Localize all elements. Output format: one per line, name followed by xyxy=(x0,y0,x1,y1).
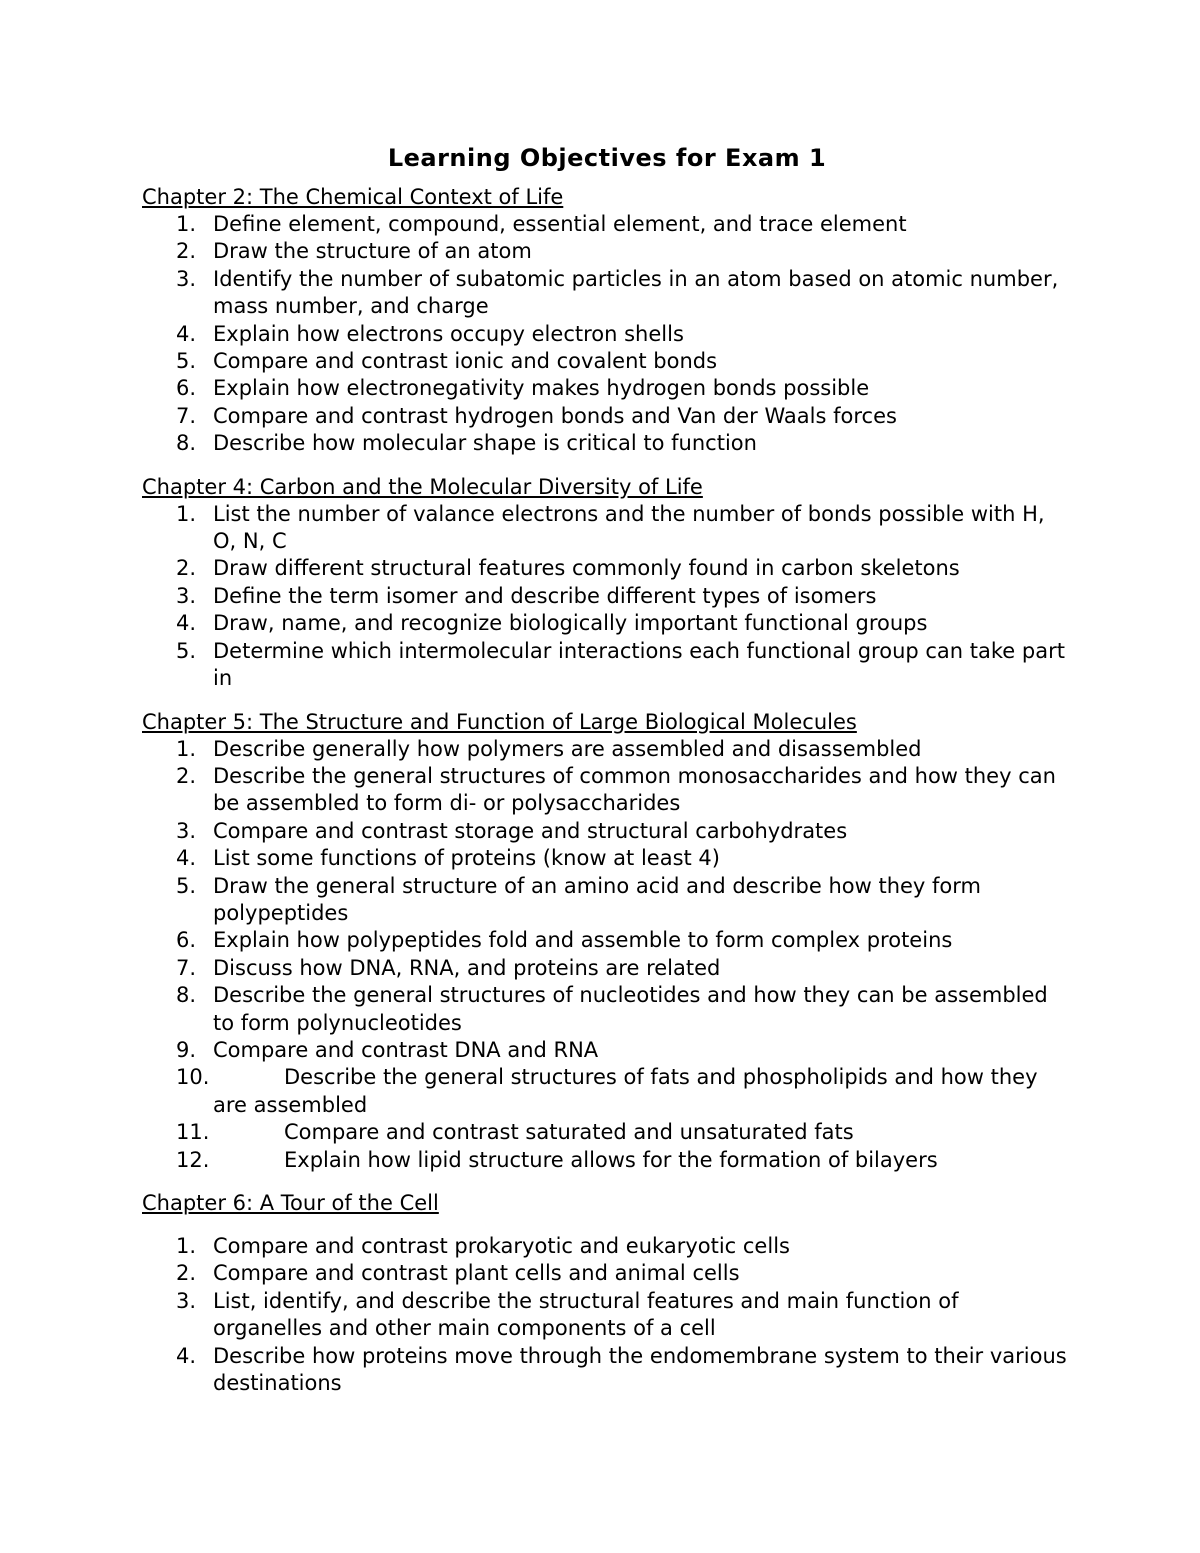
list-item xyxy=(142,501,1072,556)
list-item xyxy=(142,1343,1072,1398)
item-number: 11. xyxy=(176,1120,210,1145)
item-text: Explain how electronegativity makes hydrogen bonds possible xyxy=(213,376,870,401)
item-number: 7. xyxy=(176,955,197,980)
chapter-heading: Chapter 4: Carbon and the Molecular Diversity of Life xyxy=(142,474,703,499)
item-number: 8. xyxy=(176,983,197,1008)
document-page xyxy=(142,140,1072,1397)
item-number: 4. xyxy=(176,611,197,636)
item-text: Explain how electrons occupy electron shells xyxy=(213,321,684,346)
list-item xyxy=(142,583,1072,610)
item-text: Define element, compound, essential element, and trace element xyxy=(213,212,907,236)
objective-list xyxy=(142,211,1072,458)
list-item xyxy=(142,238,1072,265)
list-item xyxy=(142,1260,1072,1287)
item-text: List the number of valance electrons and the number of bonds possible with H, O, N, C xyxy=(213,501,1045,554)
item-number: 8. xyxy=(176,431,197,456)
list-item xyxy=(142,403,1072,430)
item-number: 6. xyxy=(176,928,197,953)
chapter-heading: Chapter 5: The Structure and Function of Large Biological Molecules xyxy=(142,709,857,734)
list-item xyxy=(142,211,1072,238)
item-number: 7. xyxy=(176,403,197,428)
list-item xyxy=(142,1064,1072,1119)
list-item xyxy=(142,638,1072,693)
item-number: 1. xyxy=(176,501,197,526)
title-container xyxy=(142,140,1072,176)
item-text: Explain how polypeptides fold and assemble to form complex proteins xyxy=(213,928,953,953)
item-number: 1. xyxy=(176,736,197,761)
item-number: 5. xyxy=(176,638,197,663)
item-number: 1. xyxy=(176,212,197,236)
objective-list xyxy=(142,1233,1072,1397)
section-spacer xyxy=(142,693,1072,709)
item-number: 3. xyxy=(176,1288,197,1313)
list-item xyxy=(142,375,1072,402)
section-spacer xyxy=(142,1174,1072,1190)
list-item xyxy=(142,555,1072,582)
item-number: 4. xyxy=(176,846,197,871)
section-spacer xyxy=(142,458,1072,474)
item-text: Compare and contrast prokaryotic and eukaryotic cells xyxy=(213,1234,790,1258)
item-number: 5. xyxy=(176,873,197,898)
item-number: 3. xyxy=(176,818,197,843)
list-item xyxy=(142,955,1072,982)
item-text: Compare and contrast ionic and covalent bonds xyxy=(213,349,718,374)
item-text: Describe the general structures of nucleotides and how they can be assembled to form polynucleotides xyxy=(213,983,1048,1035)
item-number: 12. xyxy=(176,1147,210,1172)
list-item xyxy=(142,321,1072,348)
item-number: 4. xyxy=(176,321,197,346)
chapter-section xyxy=(142,474,1072,693)
list-item xyxy=(142,873,1072,928)
list-item xyxy=(142,1037,1072,1064)
item-number: 2. xyxy=(176,1261,197,1286)
item-number: 3. xyxy=(176,583,197,608)
item-number: 2. xyxy=(176,556,197,581)
item-text: Compare and contrast DNA and RNA xyxy=(213,1037,599,1062)
item-text: Describe the general structures of common monosaccharides and how they can be assembled to form di- or polysaccharides xyxy=(213,763,1056,816)
item-text: Draw different structural features commonly found in carbon skeletons xyxy=(213,556,960,581)
list-item xyxy=(142,845,1072,872)
chapter-heading: Chapter 2: The Chemical Context of Life xyxy=(142,185,564,209)
chapter-section xyxy=(142,1190,1072,1397)
item-text: Compare and contrast saturated and unsaturated fats xyxy=(284,1120,854,1145)
item-number: 3. xyxy=(176,266,197,291)
item-number: 2. xyxy=(176,763,197,788)
item-number: 9. xyxy=(176,1037,197,1062)
item-text: Compare and contrast hydrogen bonds and Van der Waals forces xyxy=(213,403,897,428)
list-item xyxy=(142,818,1072,845)
chapter-section xyxy=(142,709,1072,1175)
item-text: Define the term isomer and describe different types of isomers xyxy=(213,583,877,608)
item-text: Describe the general structures of fats and phospholipids and how they are assembled xyxy=(213,1065,1038,1117)
item-text: Draw the structure of an atom xyxy=(213,239,532,264)
item-text: List some functions of proteins (know at least 4) xyxy=(213,846,720,871)
objective-list xyxy=(142,501,1072,693)
item-number: 1. xyxy=(176,1234,197,1258)
item-text: Draw, name, and recognize biologically important functional groups xyxy=(213,611,928,636)
list-item xyxy=(142,348,1072,375)
item-text: Compare and contrast storage and structural carbohydrates xyxy=(213,818,848,843)
list-item xyxy=(142,982,1072,1037)
item-number: 5. xyxy=(176,349,197,374)
list-item xyxy=(142,927,1072,954)
document-title: Learning Objectives for Exam 1 xyxy=(387,144,827,172)
list-item xyxy=(142,736,1072,763)
chapter-heading: Chapter 6: A Tour of the Cell xyxy=(142,1191,439,1215)
list-item xyxy=(142,1119,1072,1146)
item-number: 10. xyxy=(176,1065,210,1090)
list-item xyxy=(142,763,1072,818)
list-item xyxy=(142,1147,1072,1174)
section-spacer xyxy=(142,1217,1072,1233)
item-text: List, identify, and describe the structural features and main function of organelles and other main components of a cell xyxy=(213,1288,959,1341)
item-text: Identify the number of subatomic particles in an atom based on atomic number, mass number, and charge xyxy=(213,266,1059,319)
item-text: Explain how lipid structure allows for the formation of bilayers xyxy=(284,1147,938,1172)
item-text: Describe generally how polymers are assembled and disassembled xyxy=(213,736,922,761)
item-text: Discuss how DNA, RNA, and proteins are related xyxy=(213,955,721,980)
list-item xyxy=(142,430,1072,457)
item-text: Compare and contrast plant cells and animal cells xyxy=(213,1261,740,1286)
chapter-section xyxy=(142,184,1072,458)
item-number: 2. xyxy=(176,239,197,264)
item-text: Describe how molecular shape is critical to function xyxy=(213,431,757,456)
list-item xyxy=(142,610,1072,637)
item-text: Draw the general structure of an amino acid and describe how they form polypeptides xyxy=(213,873,981,925)
item-number: 4. xyxy=(176,1343,197,1368)
objective-list xyxy=(142,736,1072,1175)
list-item xyxy=(142,1233,1072,1260)
item-text: Determine which intermolecular interactions each functional group can take part in xyxy=(213,638,1065,691)
item-text: Describe how proteins move through the endomembrane system to their various destinations xyxy=(213,1343,1067,1396)
item-number: 6. xyxy=(176,376,197,401)
list-item xyxy=(142,266,1072,321)
list-item xyxy=(142,1288,1072,1343)
